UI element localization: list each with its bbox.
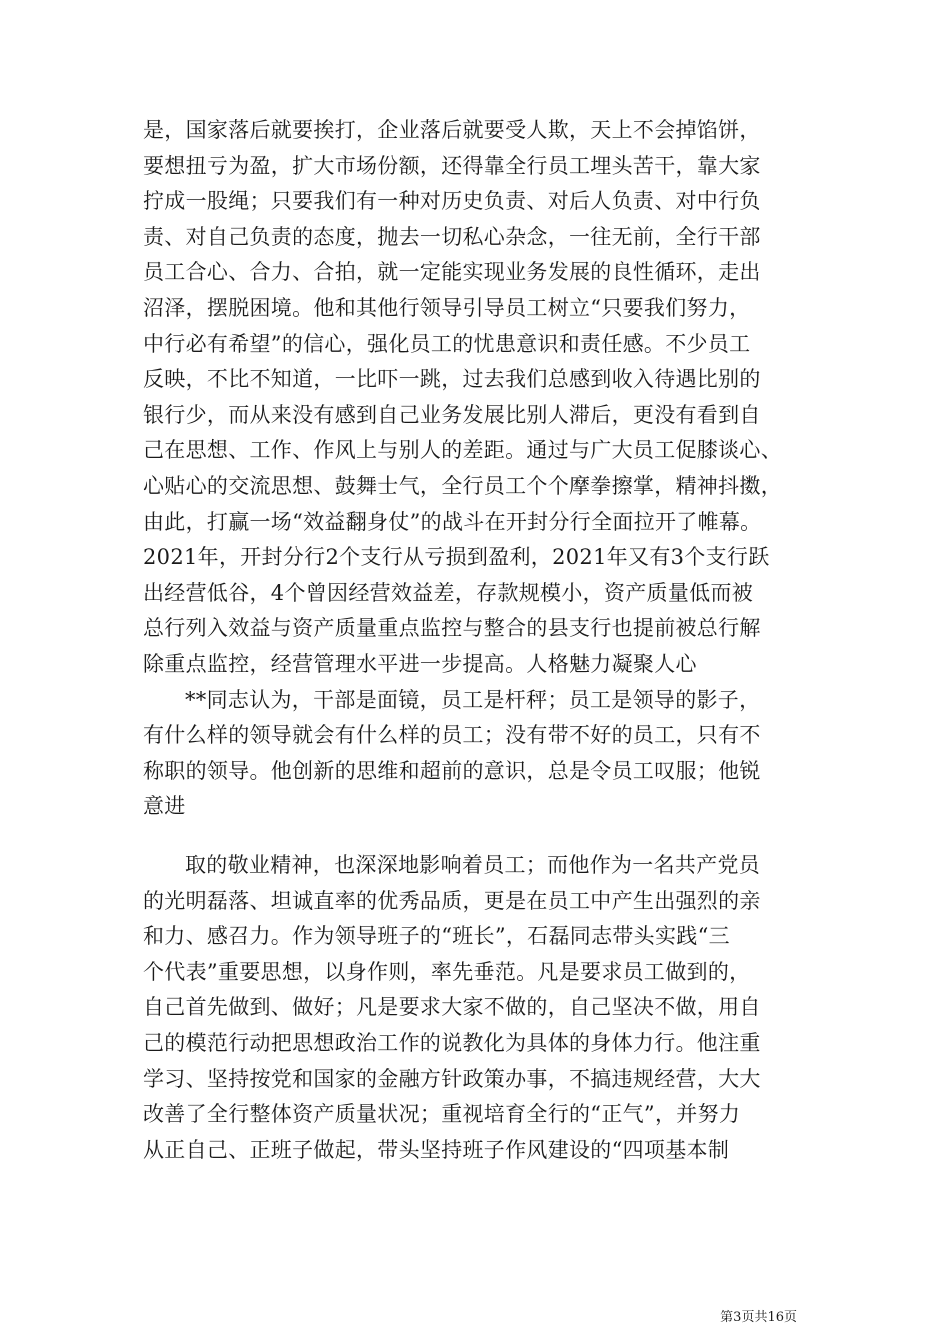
text-line: 取的敬业精神，也深深地影响着员工；而他作为一名共产党员 bbox=[185, 853, 761, 877]
text-line: 己的模范行动把思想政治工作的说教化为具体的身体力行。他注重 bbox=[143, 1030, 761, 1055]
text-line: 个代表”重要思想，以身作则，率先垂范。凡是要求员工做到的， bbox=[143, 959, 751, 984]
text-line: 2021年，开封分行2个支行从亏损到盈利，2021年又有3个支行跃 bbox=[143, 545, 770, 570]
text-line: 的光明磊落、坦诚直率的优秀品质，更是在员工中产生出强烈的亲 bbox=[143, 888, 761, 913]
text-line: 沼泽，摆脱困境。他和其他行领导引导员工树立“只要我们努力， bbox=[143, 295, 751, 320]
text-line: 改善了全行整体资产质量状况；重视培育全行的“正气”，并努力 bbox=[143, 1102, 741, 1127]
text-line: 称职的领导。他创新的思维和超前的意识，总是令员工叹服；他锐 bbox=[143, 758, 761, 783]
text-line: 有什么样的领导就会有什么样的员工；没有带不好的员工，只有不 bbox=[143, 723, 761, 748]
text-line: 银行少，而从来没有感到自己业务发展比别人滞后，更没有看到自 bbox=[143, 402, 761, 427]
text-line: 学习、坚持按党和国家的金融方针政策办事，不搞违规经营，大大 bbox=[143, 1066, 761, 1091]
text-line: 从正自己、正班子做起，带头坚持班子作风建设的“四项基本制 bbox=[143, 1137, 730, 1162]
text-line: 责、对自己负责的态度，抛去一切私心杂念，一往无前，全行干部 bbox=[143, 224, 761, 249]
text-line: 除重点监控，经营管理水平进一步提高。人格魅力凝聚人心 bbox=[143, 651, 697, 676]
paragraph-block-1 bbox=[143, 113, 808, 825]
text-line: 是，国家落后就要挨打，企业落后就要受人欺，天上不会掉馅饼， bbox=[143, 118, 761, 142]
paragraph-block-2 bbox=[143, 848, 808, 1168]
text-line: 中行必有希望”的信心，强化员工的忧患意识和责任感。不少员工 bbox=[143, 331, 751, 356]
text-line: 出经营低谷，4个曾因经营效益差，存款规模小，资产质量低而被 bbox=[143, 580, 754, 605]
text-line: 由此，打赢一场“效益翻身仗”的战斗在开封分行全面拉开了帷幕。 bbox=[143, 509, 762, 534]
text-line: 反映，不比不知道，一比吓一跳，过去我们总感到收入待遇比别的 bbox=[143, 367, 761, 392]
text-line: 拧成一股绳；只要我们有一种对历史负责、对后人负责、对中行负 bbox=[143, 189, 761, 214]
text-line: 总行列入效益与资产质量重点监控与整合的县支行也提前被总行解 bbox=[143, 616, 761, 641]
page-number-footer: 第3页共16页 bbox=[720, 1310, 797, 1325]
text-line: 心贴心的交流思想、鼓舞士气，全行员工个个摩拳擦掌，精神抖擞， bbox=[143, 473, 782, 498]
text-line: 意进 bbox=[143, 794, 186, 819]
text-line: 要想扭亏为盈，扩大市场份额，还得靠全行员工埋头苦干，靠大家 bbox=[143, 153, 761, 178]
text-line: 自己首先做到、做好；凡是要求大家不做的，自己坚决不做，用自 bbox=[143, 995, 761, 1020]
text-line: 员工合心、合力、合拍，就一定能实现业务发展的良性循环，走出 bbox=[143, 260, 761, 285]
text-line: 和力、感召力。作为领导班子的“班长”，石磊同志带头实践“三 bbox=[143, 924, 730, 949]
text-line: **同志认为，干部是面镜，员工是杆秤；员工是领导的影子， bbox=[185, 687, 761, 712]
text-line: 己在思想、工作、作风上与别人的差距。通过与广大员工促膝谈心、 bbox=[143, 438, 782, 463]
